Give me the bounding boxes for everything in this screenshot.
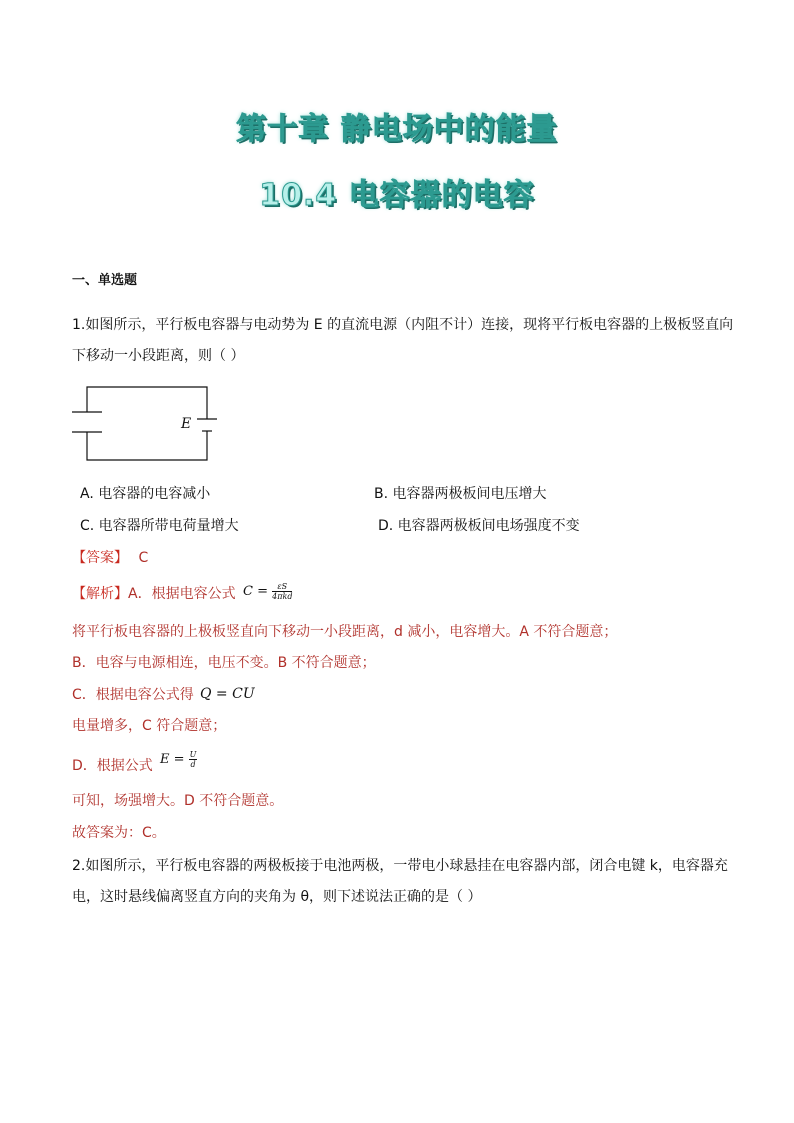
q1-option-a[interactable]: A. 电容器的电容减小 [80, 486, 211, 502]
circuit-emf-label: E [181, 416, 192, 432]
q1-analysis-d: D．根据公式 [72, 758, 153, 774]
section-heading: 一、单选题 [72, 273, 138, 288]
q2-stem-line1: 2.如图所示，平行板电容器的两极板接于电池两极，一带电小球悬挂在电容器内部，闭合电键 k，电容器充 [72, 858, 728, 874]
q1-stem-line1: 1.如图所示，平行板电容器与电动势为 E 的直流电源（内阻不计）连接，现将平行板电容器的上极板竖直向 [72, 317, 734, 333]
analysis-tag: 【解析】 [72, 586, 128, 602]
section-title: 10.4 电容器的电容 [259, 178, 535, 213]
analysis-a-text: A．根据电容公式 [128, 586, 236, 602]
formula-charge: Q = CU [200, 686, 255, 702]
chapter-title: 第十章 静电场中的能量 [236, 112, 558, 147]
q1-option-d[interactable]: D. 电容器两极板间电场强度不变 [378, 518, 580, 534]
q1-conclusion: 故答案为：C。 [72, 825, 166, 841]
formula-field: E = $\frac{U}{d}$ [160, 750, 197, 769]
q2-stem-line2: 电，这时悬线偏离竖直方向的夹角为 θ，则下述说法正确的是（ ） [72, 889, 482, 905]
q1-analysis-d2: 可知，场强增大。D 不符合题意。 [72, 793, 284, 809]
q1-stem-line2: 下移动一小段距离，则（ ） [72, 348, 245, 364]
top-wire [87, 387, 207, 419]
capacitor-circuit-diagram [70, 385, 230, 470]
q1-answer [72, 548, 148, 568]
q1-option-b[interactable]: B. 电容器两极板间电压增大 [374, 486, 547, 502]
q1-analysis-b: B．电容与电源相连，电压不变。B 不符合题意； [72, 655, 376, 671]
bottom-wire [87, 431, 207, 460]
answer-tag: 【答案】 [72, 550, 128, 566]
q1-analysis-line2: 将平行板电容器的上极板竖直向下移动一小段距离，d 减小，电容增大。A 不符合题意； [72, 624, 618, 640]
q1-analysis-c: C．根据电容公式得 [72, 687, 194, 703]
q1-analysis-c2: 电量增多，C 符合题意； [72, 718, 227, 734]
q1-option-c[interactable]: C. 电容器所带电荷量增大 [80, 518, 239, 534]
q1-analysis-a [72, 584, 236, 604]
formula-capacitance: C = $\frac{\varepsilon S}{\text{4πkd}}$ [243, 582, 293, 601]
answer-value: C [138, 550, 149, 566]
